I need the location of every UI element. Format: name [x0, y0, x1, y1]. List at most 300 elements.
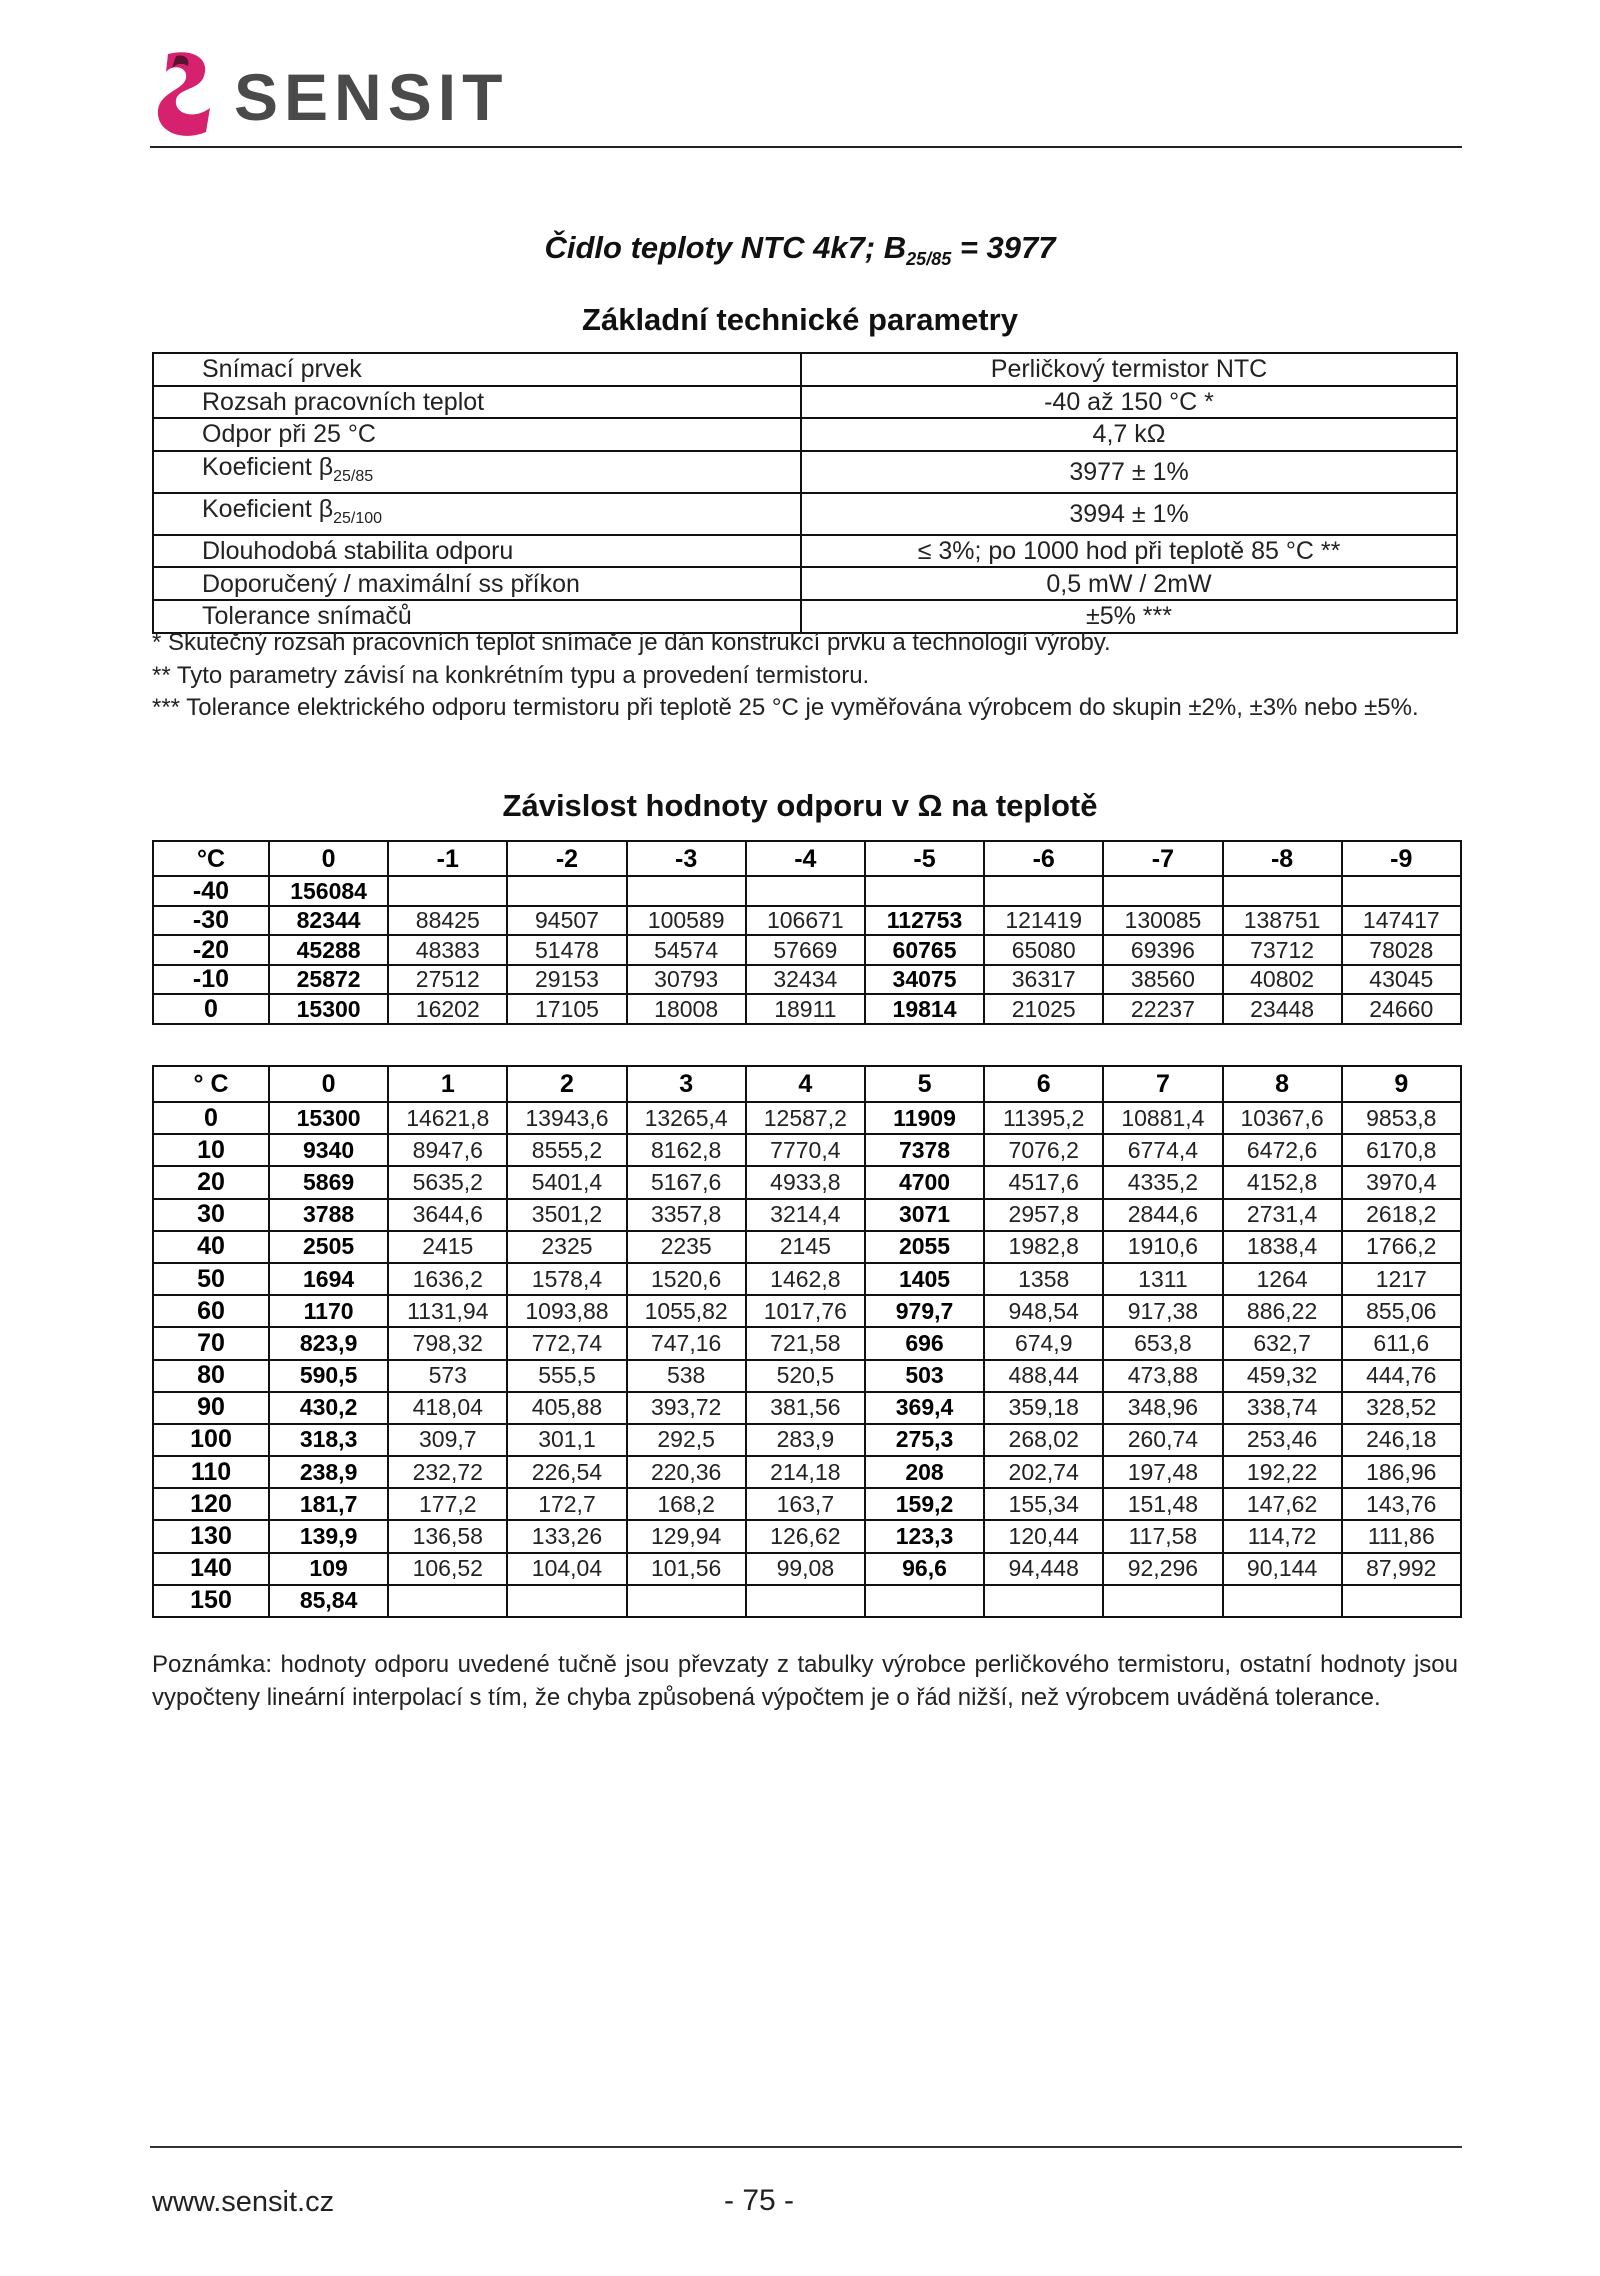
table-row	[153, 1456, 1461, 1488]
table-cell: 338,74	[1223, 1392, 1342, 1424]
table-cell: 8162,8	[627, 1134, 746, 1166]
table-cell	[746, 1585, 865, 1617]
table-cell: 177,2	[388, 1488, 507, 1520]
table-cell	[1103, 1585, 1222, 1617]
table-cell: 5401,4	[507, 1166, 626, 1198]
sensit-logo	[152, 48, 509, 140]
table-cell	[627, 1585, 746, 1617]
table-cell: 8947,6	[388, 1134, 507, 1166]
table-cell: 430,2	[269, 1392, 388, 1424]
table-cell: 632,7	[1223, 1327, 1342, 1359]
table-cell: 268,02	[984, 1424, 1103, 1456]
param-label: Koeficient $\beta_{25/85}$	[153, 451, 801, 493]
table-cell: 181,7	[269, 1488, 388, 1520]
column-header: 4	[746, 1066, 865, 1102]
header-rule	[150, 146, 1462, 148]
table-cell: 369,4	[865, 1392, 984, 1424]
params-table	[152, 352, 1458, 634]
table-cell: 2325	[507, 1231, 626, 1263]
param-row	[153, 535, 1457, 568]
column-header: -2	[507, 841, 626, 876]
table-cell: 87,992	[1342, 1553, 1461, 1585]
resistance-table-positive	[152, 1065, 1462, 1618]
param-label: Tolerance snímačů	[153, 600, 801, 633]
table-cell: 2055	[865, 1231, 984, 1263]
column-header: 9	[1342, 1066, 1461, 1102]
table-cell: 48383	[388, 935, 507, 965]
table-cell: 163,7	[746, 1488, 865, 1520]
table-cell: 99,08	[746, 1553, 865, 1585]
row-temperature: 100	[153, 1424, 269, 1456]
param-row	[153, 493, 1457, 535]
table-cell: 2415	[388, 1231, 507, 1263]
table-cell: 226,54	[507, 1456, 626, 1488]
table-cell: 121419	[984, 906, 1103, 936]
table-cell: 1055,82	[627, 1295, 746, 1327]
table-cell: 19814	[865, 994, 984, 1024]
column-header: ° C	[153, 1066, 269, 1102]
table-cell: 130085	[1103, 906, 1222, 936]
table-cell: 405,88	[507, 1392, 626, 1424]
table-cell: 2145	[746, 1231, 865, 1263]
row-temperature: 140	[153, 1553, 269, 1585]
table-cell: 38560	[1103, 965, 1222, 995]
row-temperature: 90	[153, 1392, 269, 1424]
table-cell: 27512	[388, 965, 507, 995]
footer-rule	[150, 2146, 1462, 2148]
table-cell: 220,36	[627, 1456, 746, 1488]
table-cell: 106,52	[388, 1553, 507, 1585]
param-value: -40 až 150 °C *	[801, 386, 1457, 419]
footnote-1: * Skutečný rozsah pracovních teplot snímače je dán konstrukcí prvku a technologií výroby.	[152, 629, 1111, 656]
row-temperature: 110	[153, 1456, 269, 1488]
table-cell: 555,5	[507, 1360, 626, 1392]
table-cell: 94,448	[984, 1553, 1103, 1585]
param-value: ≤ 3%; po 1000 hod při teplotě 85 °C **	[801, 535, 1457, 568]
param-label: Doporučený / maximální ss příkon	[153, 567, 801, 600]
table-cell: 10881,4	[1103, 1102, 1222, 1134]
row-temperature: 130	[153, 1520, 269, 1552]
table-cell: 232,72	[388, 1456, 507, 1488]
table-cell: 15300	[269, 994, 388, 1024]
table-cell: 40802	[1223, 965, 1342, 995]
table-cell: 444,76	[1342, 1360, 1461, 1392]
column-header: -5	[865, 841, 984, 876]
table-cell: 3214,4	[746, 1199, 865, 1231]
table-cell: 96,6	[865, 1553, 984, 1585]
table-cell: 1170	[269, 1295, 388, 1327]
table-cell: 2844,6	[1103, 1199, 1222, 1231]
table-cell: 139,9	[269, 1520, 388, 1552]
table-cell: 653,8	[1103, 1327, 1222, 1359]
document-title: Čidlo teploty NTC 4k7; $B_{25/85} = 3977$	[544, 230, 1056, 270]
table-cell: 45288	[269, 935, 388, 965]
table-cell: 798,32	[388, 1327, 507, 1359]
table-cell: 117,58	[1103, 1520, 1222, 1552]
table-cell: 6472,6	[1223, 1134, 1342, 1166]
param-row	[153, 353, 1457, 386]
row-temperature: 60	[153, 1295, 269, 1327]
table-row	[153, 1199, 1461, 1231]
table-cell: 538	[627, 1360, 746, 1392]
table-cell: 917,38	[1103, 1295, 1222, 1327]
table-cell: 16202	[388, 994, 507, 1024]
table-cell: 1910,6	[1103, 1231, 1222, 1263]
table-cell: 7076,2	[984, 1134, 1103, 1166]
table-row	[153, 1553, 1461, 1585]
row-temperature: -30	[153, 906, 269, 936]
table-cell: 151,48	[1103, 1488, 1222, 1520]
table-cell: 611,6	[1342, 1327, 1461, 1359]
table-cell: 459,32	[1223, 1360, 1342, 1392]
column-header: -7	[1103, 841, 1222, 876]
table-cell: 823,9	[269, 1327, 388, 1359]
table-cell: 1311	[1103, 1263, 1222, 1295]
column-header: 2	[507, 1066, 626, 1102]
row-temperature: 20	[153, 1166, 269, 1198]
table-cell: 3071	[865, 1199, 984, 1231]
param-value: Perličkový termistor NTC	[801, 353, 1457, 386]
row-temperature: 30	[153, 1199, 269, 1231]
param-label: Koeficient $\beta_{25/100}$	[153, 493, 801, 535]
table-cell: 104,04	[507, 1553, 626, 1585]
table-cell: 159,2	[865, 1488, 984, 1520]
table-cell: 30793	[627, 965, 746, 995]
table-cell: 92,296	[1103, 1553, 1222, 1585]
column-header: 3	[627, 1066, 746, 1102]
table-cell: 100589	[627, 906, 746, 936]
table-cell: 3501,2	[507, 1199, 626, 1231]
table-row	[153, 1520, 1461, 1552]
table-row	[153, 1327, 1461, 1359]
table-cell: 948,54	[984, 1295, 1103, 1327]
row-temperature: 10	[153, 1134, 269, 1166]
table-cell: 4517,6	[984, 1166, 1103, 1198]
table-cell: 1217	[1342, 1263, 1461, 1295]
table-cell: 359,18	[984, 1392, 1103, 1424]
resistance-heading: Závislost hodnoty odporu v Ω na teplotě	[502, 788, 1098, 823]
table-cell: 90,144	[1223, 1553, 1342, 1585]
table-cell: 36317	[984, 965, 1103, 995]
table-cell: 4152,8	[1223, 1166, 1342, 1198]
table-cell: 57669	[746, 935, 865, 965]
table-cell: 78028	[1342, 935, 1461, 965]
table-cell: 65080	[984, 935, 1103, 965]
table-cell: 156084	[269, 876, 388, 906]
table-cell: 197,48	[1103, 1456, 1222, 1488]
table-cell: 94507	[507, 906, 626, 936]
table-cell: 473,88	[1103, 1360, 1222, 1392]
table-cell: 2731,4	[1223, 1199, 1342, 1231]
table-header-row	[153, 1066, 1461, 1102]
param-label: Snímací prvek	[153, 353, 801, 386]
table-cell: 5869	[269, 1166, 388, 1198]
table-cell: 503	[865, 1360, 984, 1392]
table-cell: 111,86	[1342, 1520, 1461, 1552]
table-cell: 260,74	[1103, 1424, 1222, 1456]
table-row	[153, 935, 1461, 965]
table-cell: 214,18	[746, 1456, 865, 1488]
table-row	[153, 965, 1461, 995]
param-row	[153, 386, 1457, 419]
table-cell: 3970,4	[1342, 1166, 1461, 1198]
table-cell: 747,16	[627, 1327, 746, 1359]
logo-symbol	[158, 52, 210, 136]
table-row	[153, 1488, 1461, 1520]
param-row	[153, 567, 1457, 600]
table-cell: 136,58	[388, 1520, 507, 1552]
table-row	[153, 1392, 1461, 1424]
table-row	[153, 1360, 1461, 1392]
table-cell	[984, 876, 1103, 906]
table-header-row	[153, 841, 1461, 876]
interpolation-note: Poznámka: hodnoty odporu uvedené tučně jsou převzaty z tabulky výrobce perličkového termistoru, ostatní hodnoty jsou vypočteny lineární interpolací s tím, že chyba způsobená výpočtem je o řád nižší, než výrobcem uváděná tolerance.	[152, 1651, 1458, 1711]
table-cell: 301,1	[507, 1424, 626, 1456]
param-label: Dlouhodobá stabilita odporu	[153, 535, 801, 568]
table-cell: 109	[269, 1553, 388, 1585]
table-cell: 155,34	[984, 1488, 1103, 1520]
table-cell: 855,06	[1342, 1295, 1461, 1327]
table-cell	[388, 1585, 507, 1617]
column-header: -6	[984, 841, 1103, 876]
param-value: 4,7 kΩ	[801, 418, 1457, 451]
column-header: 1	[388, 1066, 507, 1102]
table-cell: 123,3	[865, 1520, 984, 1552]
table-cell: 24660	[1342, 994, 1461, 1024]
table-cell: 12587,2	[746, 1102, 865, 1134]
table-cell: 2505	[269, 1231, 388, 1263]
table-cell: 4700	[865, 1166, 984, 1198]
table-cell: 85,84	[269, 1585, 388, 1617]
table-cell: 979,7	[865, 1295, 984, 1327]
table-cell: 114,72	[1223, 1520, 1342, 1552]
table-cell: 13943,6	[507, 1102, 626, 1134]
table-cell: 275,3	[865, 1424, 984, 1456]
params-heading: Základní technické parametry	[582, 302, 1018, 337]
param-label: Rozsah pracovních teplot	[153, 386, 801, 419]
table-cell: 73712	[1223, 935, 1342, 965]
table-row	[153, 994, 1461, 1024]
table-cell: 1017,76	[746, 1295, 865, 1327]
table-cell: 11395,2	[984, 1102, 1103, 1134]
param-row	[153, 418, 1457, 451]
table-cell: 5167,6	[627, 1166, 746, 1198]
table-cell	[865, 876, 984, 906]
column-header: 0	[269, 1066, 388, 1102]
table-cell: 1766,2	[1342, 1231, 1461, 1263]
table-row	[153, 1263, 1461, 1295]
table-row	[153, 1231, 1461, 1263]
table-row	[153, 1166, 1461, 1198]
row-temperature: 50	[153, 1263, 269, 1295]
footer-website: www.sensit.cz	[152, 2186, 335, 2218]
table-cell	[1342, 876, 1461, 906]
row-temperature: -10	[153, 965, 269, 995]
page-number: - 75 -	[724, 2184, 795, 2217]
column-header: -8	[1223, 841, 1342, 876]
table-cell: 120,44	[984, 1520, 1103, 1552]
table-cell: 393,72	[627, 1392, 746, 1424]
table-cell: 112753	[865, 906, 984, 936]
table-cell: 4335,2	[1103, 1166, 1222, 1198]
table-cell	[388, 876, 507, 906]
param-value: 3977 ± 1%	[801, 451, 1457, 493]
column-header: 0	[269, 841, 388, 876]
table-cell: 3357,8	[627, 1199, 746, 1231]
table-cell: 328,52	[1342, 1392, 1461, 1424]
table-cell: 674,9	[984, 1327, 1103, 1359]
row-temperature: 0	[153, 994, 269, 1024]
table-cell	[507, 876, 626, 906]
table-cell: 25872	[269, 965, 388, 995]
table-cell	[1223, 1585, 1342, 1617]
table-cell: 4933,8	[746, 1166, 865, 1198]
table-cell: 6170,8	[1342, 1134, 1461, 1166]
param-row	[153, 451, 1457, 493]
table-cell: 15300	[269, 1102, 388, 1134]
table-cell: 54574	[627, 935, 746, 965]
table-cell: 2618,2	[1342, 1199, 1461, 1231]
table-row	[153, 1585, 1461, 1617]
footnote-2: ** Tyto parametry závisí na konkrétním typu a provedení termistoru.	[152, 662, 870, 689]
table-cell: 88425	[388, 906, 507, 936]
table-cell: 22237	[1103, 994, 1222, 1024]
table-cell: 1131,94	[388, 1295, 507, 1327]
table-cell	[1103, 876, 1222, 906]
param-value: ±5% ***	[801, 600, 1457, 633]
table-cell: 147,62	[1223, 1488, 1342, 1520]
table-cell: 51478	[507, 935, 626, 965]
column-header: -4	[746, 841, 865, 876]
table-cell: 9853,8	[1342, 1102, 1461, 1134]
table-cell: 246,18	[1342, 1424, 1461, 1456]
row-temperature: 40	[153, 1231, 269, 1263]
table-cell: 1358	[984, 1263, 1103, 1295]
table-cell: 253,46	[1223, 1424, 1342, 1456]
column-header: 8	[1223, 1066, 1342, 1102]
table-cell	[984, 1585, 1103, 1617]
table-cell: 283,9	[746, 1424, 865, 1456]
table-cell: 60765	[865, 935, 984, 965]
logo-wordmark: SENSIT	[234, 60, 509, 134]
table-cell: 1462,8	[746, 1263, 865, 1295]
footnote-3: *** Tolerance elektrického odporu termistoru při teplotě 25 °C je vyměřována výrobcem do skupin ±2%, ±3% nebo ±5%.	[152, 694, 1419, 721]
table-cell: 202,74	[984, 1456, 1103, 1488]
table-cell: 18008	[627, 994, 746, 1024]
table-row	[153, 1102, 1461, 1134]
table-cell: 590,5	[269, 1360, 388, 1392]
table-cell: 6774,4	[1103, 1134, 1222, 1166]
table-cell: 9340	[269, 1134, 388, 1166]
table-cell: 143,76	[1342, 1488, 1461, 1520]
table-cell: 172,7	[507, 1488, 626, 1520]
table-cell: 1405	[865, 1263, 984, 1295]
table-cell: 238,9	[269, 1456, 388, 1488]
table-cell: 2235	[627, 1231, 746, 1263]
table-cell: 186,96	[1342, 1456, 1461, 1488]
table-cell: 21025	[984, 994, 1103, 1024]
table-cell: 11909	[865, 1102, 984, 1134]
table-cell: 101,56	[627, 1553, 746, 1585]
row-temperature: 80	[153, 1360, 269, 1392]
table-cell	[1223, 876, 1342, 906]
table-cell	[507, 1585, 626, 1617]
table-cell: 23448	[1223, 994, 1342, 1024]
table-cell: 1264	[1223, 1263, 1342, 1295]
table-cell: 381,56	[746, 1392, 865, 1424]
param-value: 0,5 mW / 2mW	[801, 567, 1457, 600]
row-temperature: 150	[153, 1585, 269, 1617]
table-cell: 17105	[507, 994, 626, 1024]
table-row	[153, 906, 1461, 936]
table-cell	[1342, 1585, 1461, 1617]
column-header: -3	[627, 841, 746, 876]
row-temperature: -40	[153, 876, 269, 906]
table-cell: 1578,4	[507, 1263, 626, 1295]
column-header: 6	[984, 1066, 1103, 1102]
column-header: 7	[1103, 1066, 1222, 1102]
table-cell: 14621,8	[388, 1102, 507, 1134]
table-row	[153, 1295, 1461, 1327]
table-cell: 5635,2	[388, 1166, 507, 1198]
table-cell: 2957,8	[984, 1199, 1103, 1231]
table-cell: 309,7	[388, 1424, 507, 1456]
table-cell: 32434	[746, 965, 865, 995]
table-cell: 10367,6	[1223, 1102, 1342, 1134]
table-row	[153, 1424, 1461, 1456]
table-cell: 82344	[269, 906, 388, 936]
table-cell: 208	[865, 1456, 984, 1488]
table-cell: 1093,88	[507, 1295, 626, 1327]
table-cell: 1694	[269, 1263, 388, 1295]
table-cell: 573	[388, 1360, 507, 1392]
param-label: Odpor při 25 °C	[153, 418, 801, 451]
table-cell: 292,5	[627, 1424, 746, 1456]
table-cell: 7378	[865, 1134, 984, 1166]
table-cell: 13265,4	[627, 1102, 746, 1134]
table-cell: 43045	[1342, 965, 1461, 995]
table-cell: 18911	[746, 994, 865, 1024]
table-cell: 520,5	[746, 1360, 865, 1392]
table-cell: 7770,4	[746, 1134, 865, 1166]
table-cell: 29153	[507, 965, 626, 995]
table-row	[153, 876, 1461, 906]
table-cell: 721,58	[746, 1327, 865, 1359]
table-cell: 1982,8	[984, 1231, 1103, 1263]
table-cell	[865, 1585, 984, 1617]
row-temperature: 70	[153, 1327, 269, 1359]
resistance-table-negative	[152, 840, 1462, 1025]
table-cell: 1520,6	[627, 1263, 746, 1295]
table-cell: 106671	[746, 906, 865, 936]
row-temperature: 0	[153, 1102, 269, 1134]
table-cell: 8555,2	[507, 1134, 626, 1166]
table-cell: 147417	[1342, 906, 1461, 936]
table-cell: 168,2	[627, 1488, 746, 1520]
table-cell	[627, 876, 746, 906]
table-cell: 348,96	[1103, 1392, 1222, 1424]
table-cell: 192,22	[1223, 1456, 1342, 1488]
table-cell: 133,26	[507, 1520, 626, 1552]
table-cell: 126,62	[746, 1520, 865, 1552]
table-cell	[746, 876, 865, 906]
table-cell: 1636,2	[388, 1263, 507, 1295]
table-cell: 488,44	[984, 1360, 1103, 1392]
row-temperature: 120	[153, 1488, 269, 1520]
column-header: 5	[865, 1066, 984, 1102]
table-cell: 418,04	[388, 1392, 507, 1424]
column-header: -1	[388, 841, 507, 876]
